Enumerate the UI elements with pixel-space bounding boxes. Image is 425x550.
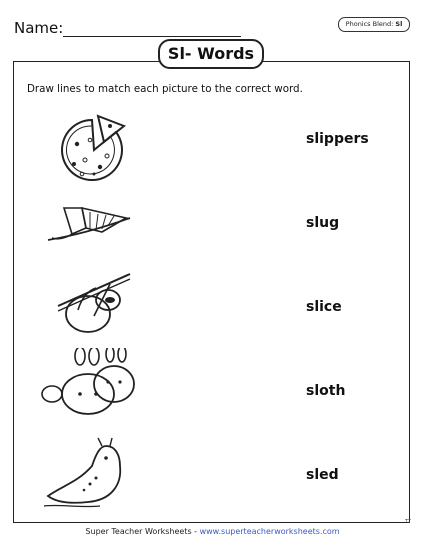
word-slippers[interactable]: slippers — [306, 131, 369, 147]
name-label: Name: — [14, 19, 64, 37]
name-line[interactable] — [63, 36, 241, 37]
pizza-icon — [52, 112, 134, 188]
footer-site-name: Super Teacher Worksheets - — [85, 527, 200, 536]
sled-icon — [42, 198, 134, 248]
footer-url[interactable]: www.superteacherworksheets.com — [199, 527, 340, 536]
word-slug[interactable]: slug — [306, 215, 340, 231]
instructions: Draw lines to match each picture to the correct word. — [27, 83, 303, 95]
badge-value: Sl — [395, 20, 403, 28]
word-slice[interactable]: slice — [306, 299, 342, 315]
badge-prefix: Phonics Blend: — [345, 20, 396, 28]
footer — [0, 527, 425, 536]
page-code: TT — [405, 519, 412, 525]
phonics-blend-badge — [338, 17, 410, 32]
word-sled[interactable]: sled — [306, 467, 339, 483]
worksheet-title: Sl- Words — [158, 39, 264, 69]
word-sloth[interactable]: sloth — [306, 383, 346, 399]
slippers-icon — [40, 348, 136, 418]
sloth-icon — [54, 266, 134, 338]
slug-icon — [40, 436, 136, 516]
